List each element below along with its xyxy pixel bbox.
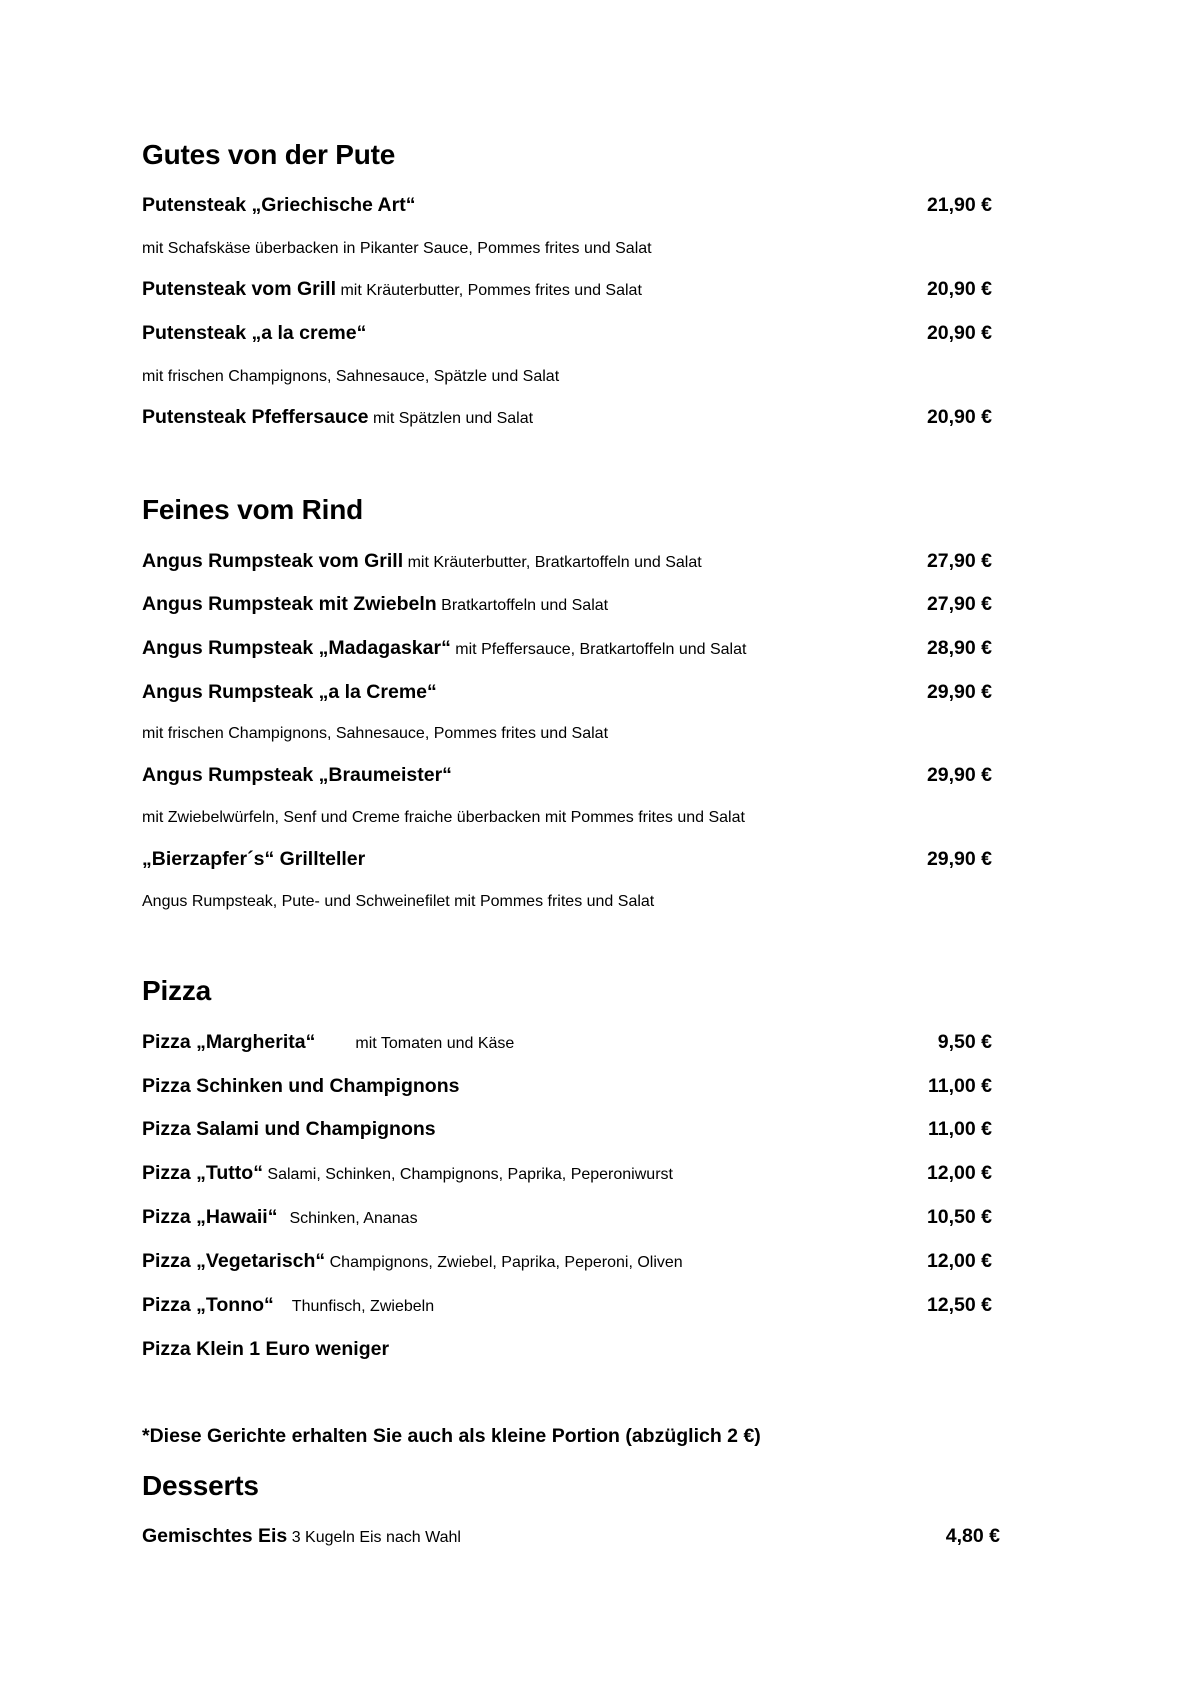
menu-item	[142, 1077, 459, 1097]
section-heading-rind: Feines vom Rind	[142, 494, 364, 525]
item-inline-description: mit Pfeffersauce, Bratkartoffeln und Salat	[455, 641, 747, 658]
menu-item	[142, 1296, 434, 1316]
item-inline-description: 3 Kugeln Eis nach Wahl	[291, 1529, 461, 1546]
item-name: „Bierzapfer´s“ Grillteller	[142, 848, 366, 870]
item-inline-description: mit Kräuterbutter, Pommes frites und Salat	[340, 282, 642, 299]
item-name: Angus Rumpsteak vom Grill	[142, 550, 404, 572]
item-name: Pizza „Tonno“	[142, 1294, 274, 1316]
item-name: Putensteak vom Grill	[142, 278, 336, 300]
item-inline-description: mit Spätzlen und Salat	[372, 410, 534, 427]
item-inline-description: mit Kräuterbutter, Bratkartoffeln und Salat	[407, 554, 702, 571]
item-price: 11,00 €	[928, 1118, 992, 1140]
item-name: Angus Rumpsteak „Braumeister“	[142, 764, 452, 786]
item-inline-description: Salami, Schinken, Champignons, Paprika, Peperoniwurst	[267, 1166, 673, 1183]
item-price: 9,50 €	[937, 1031, 992, 1053]
item-price: 20,90 €	[926, 322, 992, 344]
item-name: Pizza „Tutto“	[142, 1162, 263, 1184]
item-price: 29,90 €	[926, 764, 992, 786]
item-description: mit frischen Champignons, Sahnesauce, Spätzle und Salat	[142, 368, 560, 385]
menu-item	[142, 280, 642, 300]
item-price: 29,90 €	[926, 848, 992, 870]
menu-item	[142, 1033, 514, 1053]
menu-item	[142, 1252, 683, 1272]
item-price: 4,80 €	[945, 1525, 1000, 1547]
item-inline-description: Thunfisch, Zwiebeln	[291, 1298, 435, 1315]
menu-item	[142, 1340, 389, 1360]
section-heading-pute: Gutes von der Pute	[142, 139, 396, 170]
menu-item-name	[142, 196, 415, 216]
menu-item	[142, 639, 746, 659]
item-name: Angus Rumpsteak „Madagaskar“	[142, 637, 451, 659]
item-inline-description: Champignons, Zwiebel, Paprika, Peperoni, Oliven	[329, 1254, 683, 1271]
menu-item	[142, 683, 437, 703]
item-inline-description: mit Tomaten und Käse	[355, 1035, 515, 1052]
menu-item	[142, 552, 702, 572]
menu-item	[142, 595, 608, 615]
menu-item	[142, 766, 452, 786]
item-price: 21,90 €	[926, 194, 992, 216]
section-heading-pizza: Pizza	[142, 975, 212, 1006]
item-description: mit Schafskäse überbacken in Pikanter Sauce, Pommes frites und Salat	[142, 240, 652, 257]
item-name: Putensteak Pfeffersauce	[142, 406, 369, 428]
item-inline-description: Schinken, Ananas	[289, 1210, 418, 1227]
item-price: 10,50 €	[926, 1206, 992, 1228]
menu-item	[142, 408, 533, 428]
item-name: Pizza „Vegetarisch“	[142, 1250, 326, 1272]
small-portion-note: *Diese Gerichte erhalten Sie auch als kleine Portion (abzüglich 2 €)	[142, 1425, 761, 1447]
item-description: Angus Rumpsteak, Pute- und Schweinefilet mit Pommes frites und Salat	[142, 893, 655, 910]
item-price: 20,90 €	[926, 406, 992, 428]
item-price: 11,00 €	[928, 1075, 992, 1097]
item-name: Pizza Schinken und Champignons	[142, 1075, 460, 1097]
item-name: Putensteak „Griechische Art“	[142, 194, 416, 216]
item-price: 20,90 €	[926, 278, 992, 300]
item-name: Gemischtes Eis	[142, 1525, 288, 1547]
menu-item	[142, 850, 365, 870]
menu-item	[142, 1208, 418, 1228]
menu-item	[142, 324, 366, 344]
item-price: 27,90 €	[926, 593, 992, 615]
menu-item	[142, 1120, 436, 1140]
item-price: 28,90 €	[926, 637, 992, 659]
item-name: Angus Rumpsteak „a la Creme“	[142, 681, 437, 703]
menu-item	[142, 1527, 461, 1547]
item-name: Pizza Klein 1 Euro weniger	[142, 1338, 390, 1360]
item-price: 29,90 €	[926, 681, 992, 703]
item-price: 12,50 €	[926, 1294, 992, 1316]
item-price: 12,00 €	[926, 1162, 992, 1184]
item-description: mit frischen Champignons, Sahnesauce, Pommes frites und Salat	[142, 725, 609, 742]
menu-item	[142, 1164, 673, 1184]
item-price: 27,90 €	[926, 550, 992, 572]
item-price: 12,00 €	[926, 1250, 992, 1272]
item-name: Pizza „Hawaii“	[142, 1206, 278, 1228]
item-name: Angus Rumpsteak mit Zwiebeln	[142, 593, 437, 615]
item-name: Putensteak „a la creme“	[142, 322, 367, 344]
item-description: mit Zwiebelwürfeln, Senf und Creme fraiche überbacken mit Pommes frites und Salat	[142, 809, 745, 826]
item-inline-description: Bratkartoffeln und Salat	[441, 597, 609, 614]
section-heading-desserts: Desserts	[142, 1470, 259, 1501]
item-name: Pizza Salami und Champignons	[142, 1118, 436, 1140]
item-name: Pizza „Margherita“	[142, 1031, 316, 1053]
